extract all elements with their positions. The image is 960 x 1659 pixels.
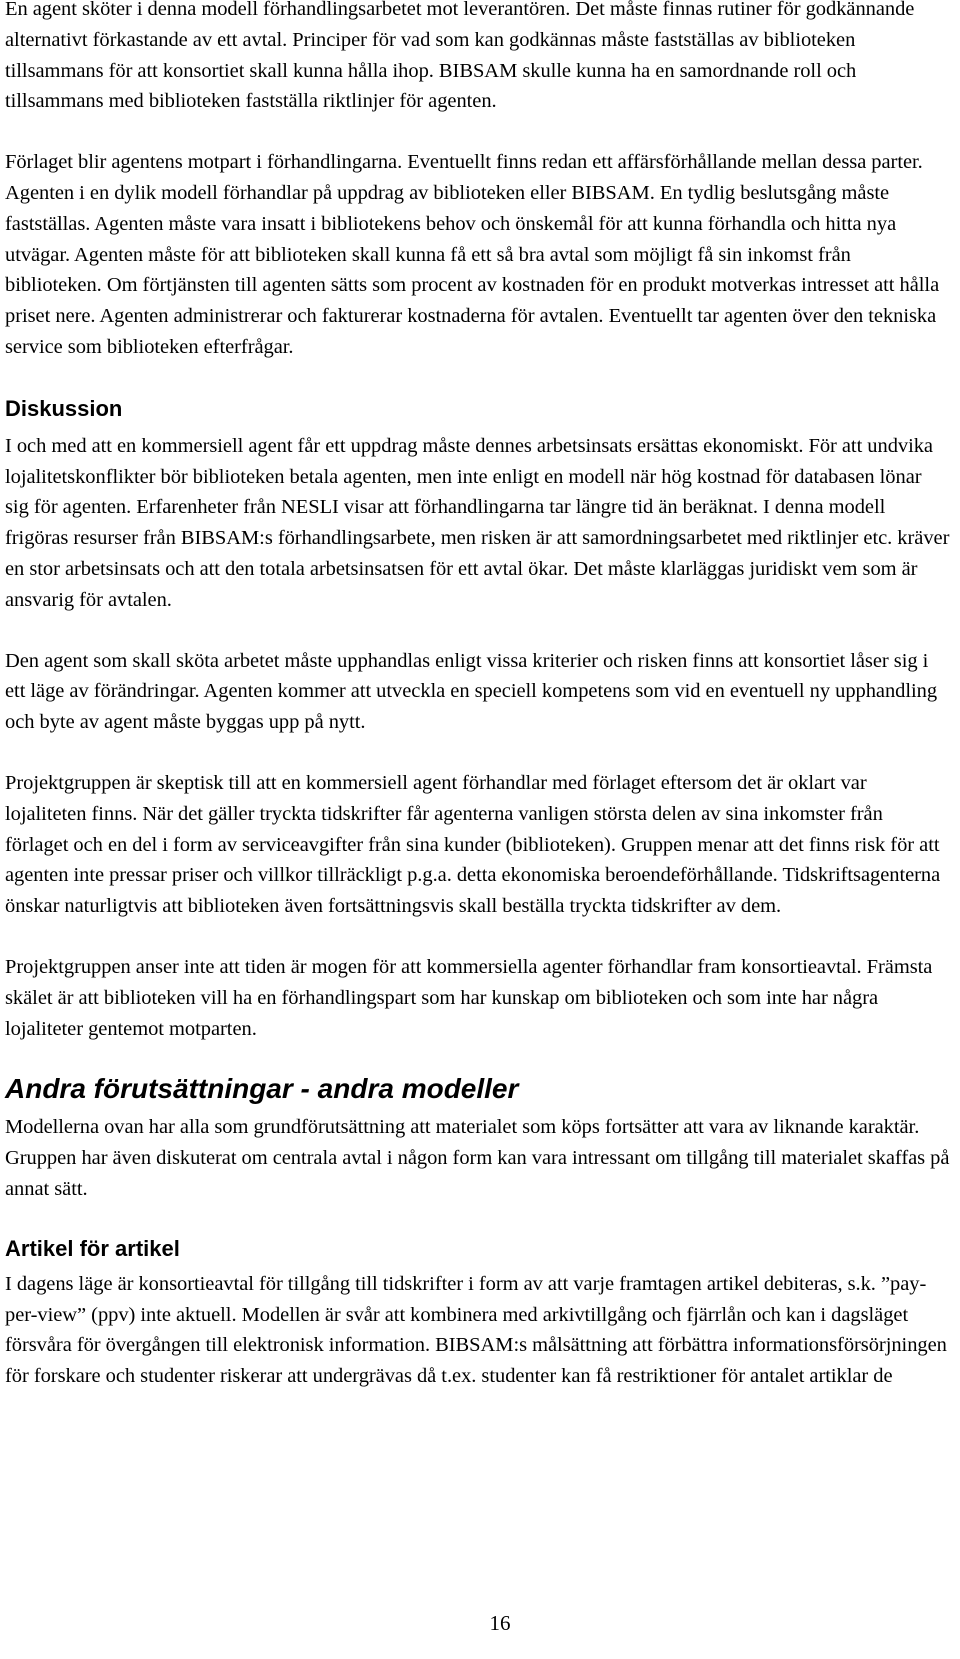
subsection-heading-artikel: Artikel för artikel [5,1235,180,1261]
body-paragraph: Den agent som skall sköta arbetet måste upphandlas enligt vissa kriterier och risken finns att konsortiet låser sig i ett läge av förändringar. Agenten kommer att utveckla en speciell kompetens som vid en eventuell ny upphandling och byte av agent måste byggas upp på nytt. [5,649,938,734]
body-paragraph: En agent sköter i denna modell förhandlingsarbetet mot leverantören. Det måste finnas rutiner för godkännande alternativt förkastande av ett avtal. Principer för vad som kan godkännas måste fastställas av biblioteken tillsammans för att konsortiet skall kunna hålla ihop. BIBSAM skulle kunna ha en samordnande roll och tillsammans med biblioteken fastställa riktlinjer för agenten. [5,0,915,113]
body-paragraph: I dagens läge är konsortieavtal för tillgång till tidskrifter i form av att varje framtagen artikel debiteras, s.k. ”pay-per-view” (ppv) inte aktuell. Modellen är svår att kombinera med arkivtillgång och fjärrlån och kan i dagsläget försvåra för övergången till elektronisk information. BIBSAM:s målsättning att förbättra informationsförsörjningen för forskare och studenter riskerar att undergrävas då t.ex. studenter kan få restriktioner för antalet artiklar de [5,1272,947,1388]
document-page [5,0,950,1392]
body-paragraph: Projektgruppen anser inte att tiden är mogen för att kommersiella agenter förhandlar fram konsortieavtal. Främsta skälet är att biblioteken vill ha en förhandlingspart som har kunskap om biblioteken och som inte har några lojaliteter gentemot motparten. [5,955,933,1040]
section-heading-andra-modeller: Andra förutsättningar - andra modeller [5,1073,519,1105]
body-paragraph: Modellerna ovan har alla som grundförutsättning att materialet som köps fortsätter att vara av liknande karaktär. Gruppen har även diskuterat om centrala avtal i någon form kan vara intressant om tillgång till materialet skaffas på annat sätt. [5,1116,950,1200]
body-paragraph: I och med att en kommersiell agent får ett uppdrag måste dennes arbetsinsats ersättas ekonomiskt. För att undvika lojalitetskonflikter bör biblioteken betala agenten, men inte enligt en modell när hög kostnad för databasen lönar sig för agenten. Erfarenheter från NESLI visar att förhandlingarna tar längre tid än beräknat. I denna modell frigöras resurser från BIBSAM:s förhandlingsarbete, men risken är att samordningsarbetet med riktlinjer etc. kräver en stor arbetsinsats och att den totala arbetsinsatsen för ett avtal ökar. Det måste klarläggas juridiskt vem som är ansvarig för avtalen. [5,434,950,611]
body-paragraph: Projektgruppen är skeptisk till att en kommersiell agent förhandlar med förlaget eftersom det är oklart var lojaliteten finns. När det gäller tryckta tidskrifter får agenterna vanligen största delen av sina inkomster från förlaget och en del i form av serviceavgifter från sina kunder (biblioteken). Gruppen menar att det finns risk för att agenten inte pressar priser och villkor tillräckligt p.g.a. detta ekonomiska beroendeförhållande. Tidskriftsagenterna önskar naturligtvis att biblioteken även fortsättningsvis skall beställa tryckta tidskrifter av dem. [5,771,941,918]
section-heading-diskussion: Diskussion [5,395,123,421]
page-number: 16 [489,1611,511,1635]
body-paragraph: Förlaget blir agentens motpart i förhandlingarna. Eventuellt finns redan ett affärsförhållande mellan dessa parter. Agenten i en dylik modell förhandlar på uppdrag av biblioteken eller BIBSAM. En tydlig beslutsgång måste fastställas. Agenten måste vara insatt i bibliotekens behov och önskemål för att kunna förhandla och hitta nya utvägar. Agenten måste för att biblioteken skall kunna få ett så bra avtal som möjligt få sin inkomst från biblioteken. Om förtjänsten till agenten sätts som procent av kostnaden för en produkt motverkas intresset att hålla priset nere. Agenten administrerar och fakturerar kostnaderna för avtalen. Eventuellt tar agenten över den tekniska service som biblioteken efterfrågar. [5,151,940,358]
